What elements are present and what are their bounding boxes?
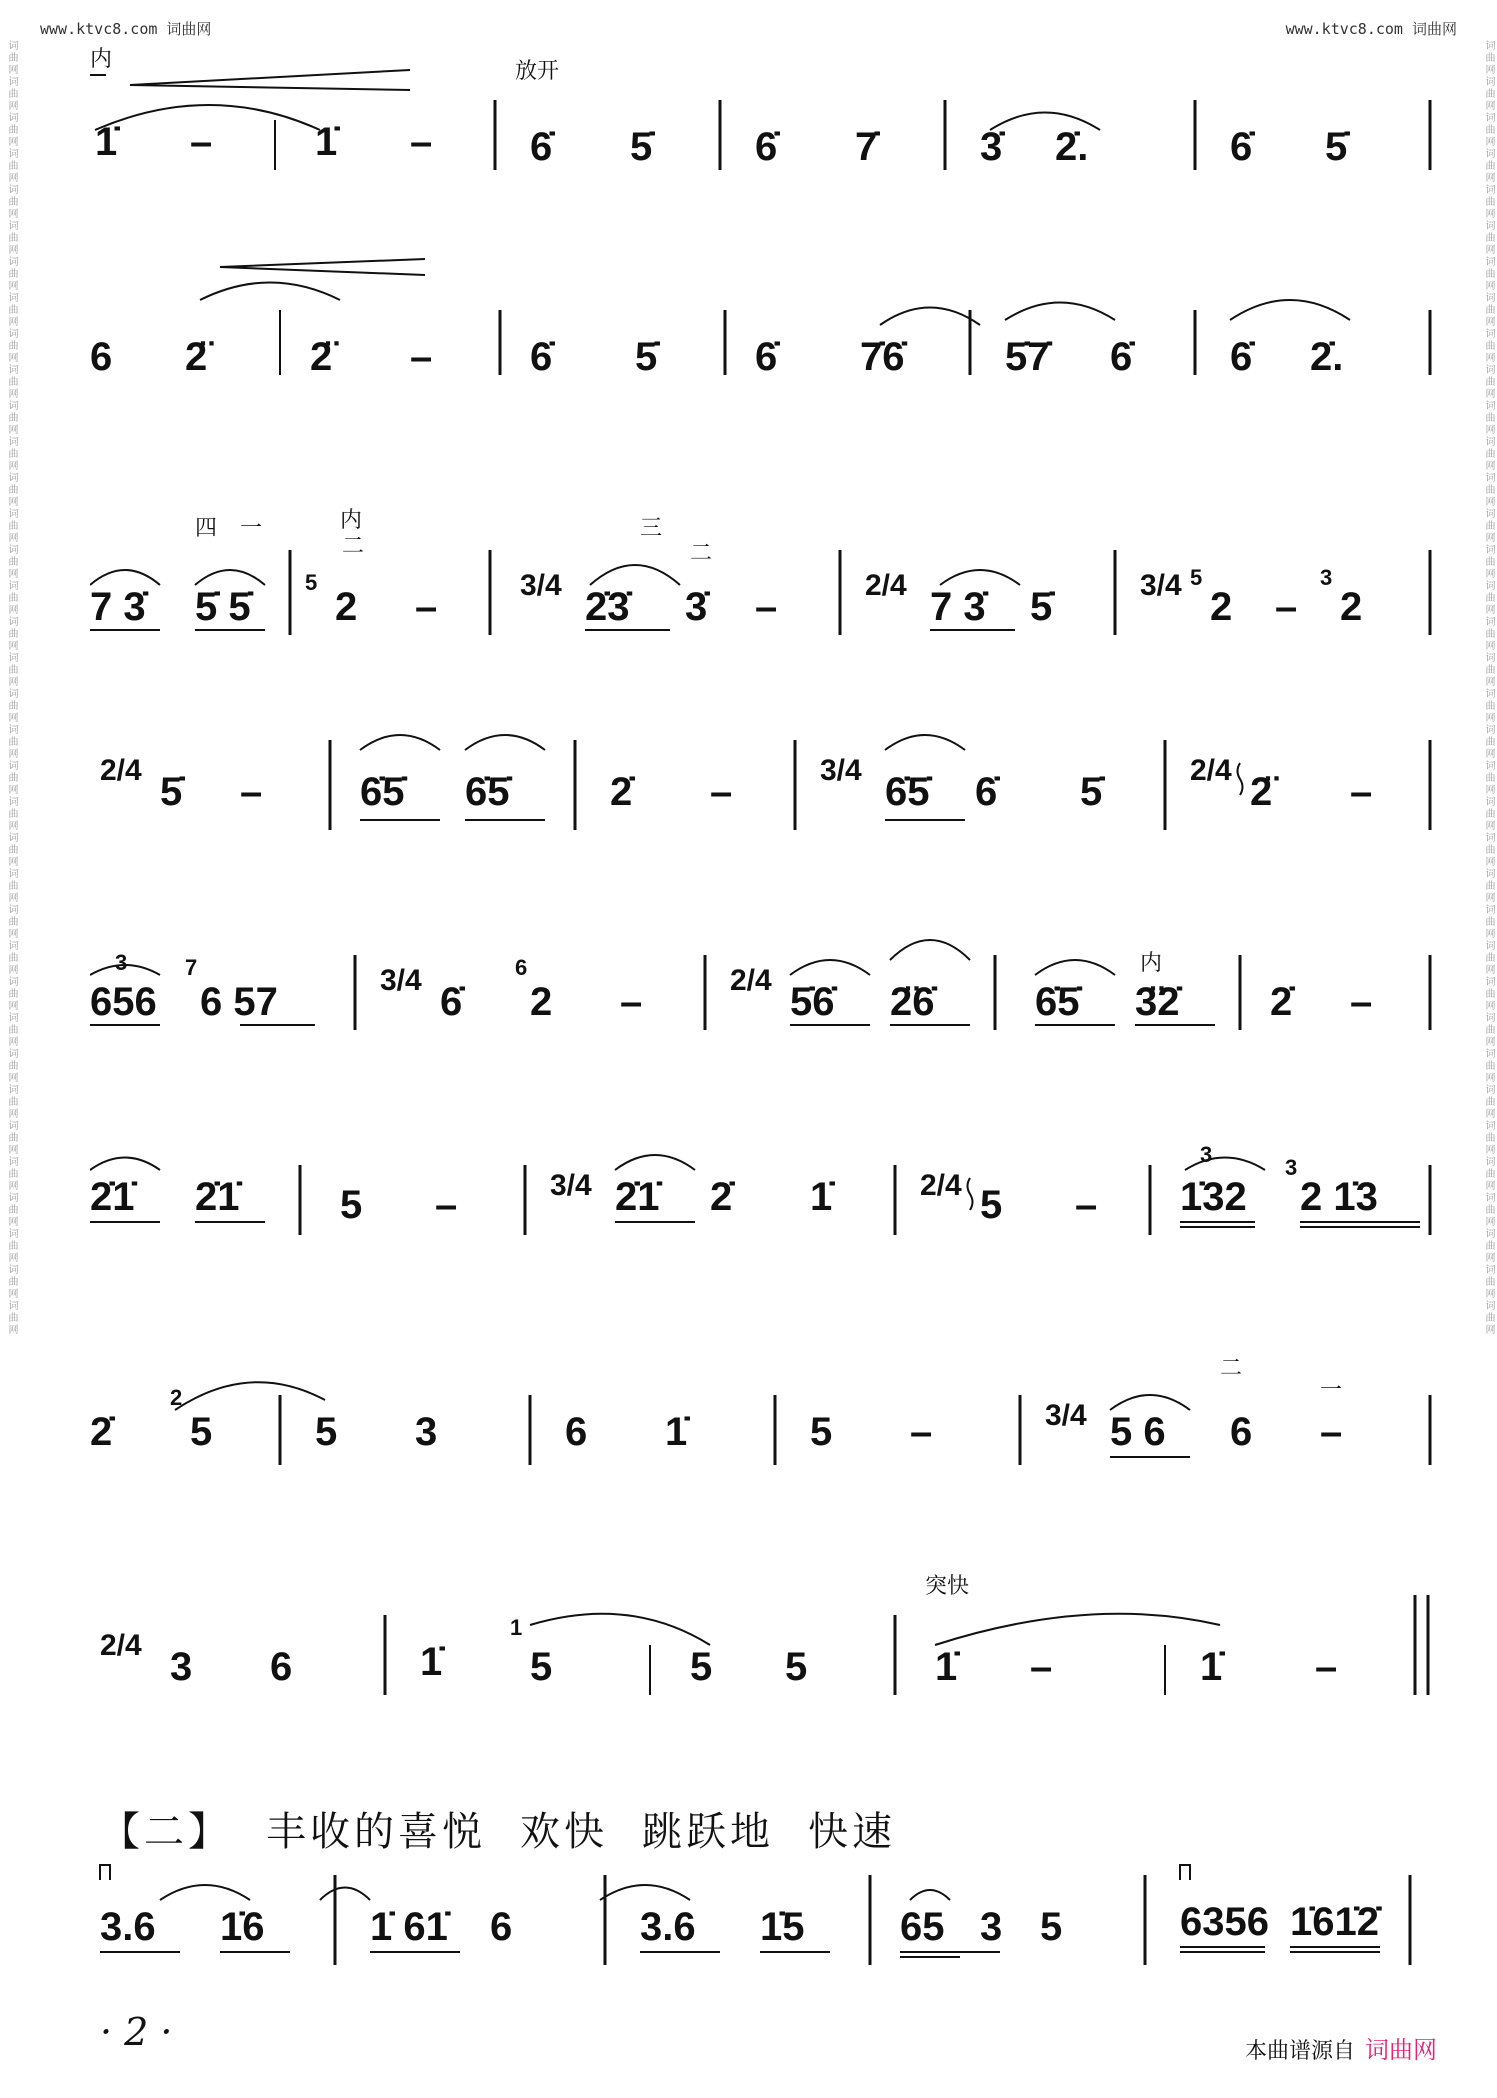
note: 5 xyxy=(810,1410,833,1454)
note: 6̇ xyxy=(755,125,778,169)
time-signature: 2/4 xyxy=(920,1169,962,1202)
annotation: 内 xyxy=(340,508,363,533)
slur xyxy=(880,308,980,326)
note: 5 xyxy=(1040,1905,1063,1949)
note: 2̇ xyxy=(1270,980,1293,1024)
note: 2 xyxy=(1340,585,1363,629)
staff-row-3 xyxy=(90,505,1435,635)
annotation-fangkai: 放开 xyxy=(515,59,560,84)
time-signature: 3/4 xyxy=(820,754,862,787)
note: 2̈6̇ xyxy=(890,980,935,1024)
note: 6356 xyxy=(1180,1900,1269,1944)
annotation-nei: 内 xyxy=(1140,951,1163,976)
note: 5̇ 5̇ xyxy=(195,585,251,629)
slur xyxy=(790,960,870,975)
slur xyxy=(1230,300,1350,320)
staff-row-1 xyxy=(90,40,1435,170)
slur xyxy=(600,1885,690,1900)
time-signature: 2/4 xyxy=(100,754,142,787)
note: 656 xyxy=(90,980,157,1024)
note: 1̇6 xyxy=(220,1905,265,1949)
time-signature: 2/4 xyxy=(865,569,907,602)
note: 6 xyxy=(490,1905,513,1949)
note: 5̇6̇ xyxy=(790,980,835,1024)
note: 2̇ xyxy=(90,1410,113,1454)
note: – xyxy=(240,770,263,814)
note: 2̈ xyxy=(310,335,333,375)
note: 2̇. xyxy=(1310,335,1344,375)
slur xyxy=(1185,1158,1265,1171)
note: 6̇5̇ xyxy=(465,770,510,814)
source-note xyxy=(1245,2030,1437,2065)
note: 5̇ xyxy=(1325,125,1348,169)
annotation: 一 xyxy=(1320,1378,1343,1403)
note: 6 xyxy=(90,335,113,375)
note: – xyxy=(1030,1645,1053,1689)
note: 3̇ xyxy=(685,585,708,629)
slur xyxy=(1110,1395,1190,1410)
note: 3.6 xyxy=(640,1905,696,1949)
watermark-left: www.ktvc8.com 词曲网 xyxy=(40,20,212,38)
note: – xyxy=(1315,1645,1338,1689)
staff-row-9 xyxy=(90,1855,1435,1985)
note: 6̇ xyxy=(1110,335,1133,375)
note: 6 xyxy=(1230,1410,1253,1454)
watermark-right: www.ktvc8.com 词曲网 xyxy=(1285,20,1457,38)
annotation: 二 xyxy=(342,534,365,559)
time-signature: 3/4 xyxy=(520,569,562,602)
note: – xyxy=(910,1410,933,1454)
note: – xyxy=(415,585,438,629)
note: – xyxy=(1350,770,1373,814)
note: 6̇ xyxy=(755,335,778,375)
annotation: 四 xyxy=(195,516,218,541)
crescendo-hairpin xyxy=(220,259,425,275)
annotation-tukuai: 突快 xyxy=(925,1574,970,1599)
annotation: 二 xyxy=(1220,1356,1243,1381)
note: 65 xyxy=(900,1905,945,1949)
slur xyxy=(320,1888,370,1901)
slur xyxy=(910,1890,950,1900)
note: 2 1̇3 xyxy=(1300,1175,1378,1219)
slur xyxy=(90,570,160,585)
note: 5̇ xyxy=(1080,770,1103,814)
note: – xyxy=(410,335,433,375)
note: 5 xyxy=(190,1410,213,1454)
note: 1̇32 xyxy=(1180,1175,1247,1219)
section-marker: 【二】 xyxy=(100,1809,232,1855)
time-signature: 2/4 xyxy=(100,1629,142,1662)
note: 6̇ xyxy=(1230,125,1253,169)
slur xyxy=(590,565,680,585)
slur xyxy=(1035,960,1115,975)
note: – xyxy=(190,120,213,164)
staff-row-7 xyxy=(90,1345,1435,1475)
note: 5 xyxy=(785,1645,808,1689)
section-word: 欢快 xyxy=(520,1809,608,1855)
grace-note: 1 xyxy=(510,1615,523,1640)
note: 3 xyxy=(980,1905,1003,1949)
note: 2̇1̇ xyxy=(195,1175,240,1219)
note: 5̇ xyxy=(1030,585,1053,629)
annotation: 三 xyxy=(640,516,663,541)
note: 1̇61̇2̇ xyxy=(1290,1900,1379,1944)
note: 6 xyxy=(565,1410,588,1454)
note: 2̇ xyxy=(610,770,633,814)
note: 6̇5̇ xyxy=(1035,980,1080,1024)
note: 2̈ xyxy=(185,335,208,375)
note: 7 3̇ xyxy=(90,585,146,629)
note: 1̇ xyxy=(665,1410,688,1454)
note: 2̇1̇ xyxy=(615,1175,660,1219)
time-signature: 2/4 xyxy=(1190,754,1232,787)
note: 7̇6̇ xyxy=(860,335,905,375)
time-signature: 3/4 xyxy=(550,1169,592,1202)
slur xyxy=(90,1158,160,1171)
slur xyxy=(195,570,265,585)
grace-note: 7 xyxy=(185,955,198,980)
grace-note: 6 xyxy=(515,955,528,980)
tuplet-mark: 3 xyxy=(115,950,128,975)
note: 6̇5̇ xyxy=(885,770,930,814)
note: 6 57 xyxy=(200,980,278,1024)
slur xyxy=(940,570,1020,585)
grace-note: 2 xyxy=(170,1385,183,1410)
section-heading xyxy=(100,1800,930,1857)
note: 7 3̇ xyxy=(930,585,986,629)
note: 6̇ xyxy=(440,980,463,1024)
note: 5 xyxy=(980,1183,1003,1227)
slur xyxy=(465,735,545,750)
note: 2 xyxy=(530,980,553,1024)
note: – xyxy=(710,770,733,814)
note: 2̇ xyxy=(710,1175,733,1219)
note: 6̇ xyxy=(530,125,553,169)
note: 5 xyxy=(690,1645,713,1689)
note: 5 6 xyxy=(1110,1410,1166,1454)
section-word: 跳跃地 xyxy=(642,1809,774,1855)
note: 1̇ xyxy=(95,120,118,164)
note: 3̈2̇ xyxy=(1135,980,1180,1024)
annotation-nei: 内 xyxy=(90,47,113,72)
source-label: 本曲谱源自 xyxy=(1244,2039,1355,2064)
slur xyxy=(530,1614,710,1645)
note: 1̇ xyxy=(810,1175,833,1219)
note: – xyxy=(1275,585,1298,629)
slur xyxy=(175,1382,325,1410)
staff-row-4 xyxy=(90,700,1435,830)
note: 6̇ xyxy=(1230,335,1253,375)
staff-row-2 xyxy=(90,245,1435,375)
section-word: 丰收的喜悦 xyxy=(266,1809,486,1855)
note: 5 xyxy=(340,1183,363,1227)
note: – xyxy=(755,585,778,629)
annotation: 一 xyxy=(240,516,263,541)
slur xyxy=(890,940,970,960)
note: 3.6 xyxy=(100,1905,156,1949)
slur xyxy=(160,1885,250,1900)
note: – xyxy=(435,1183,458,1227)
note: 3̇ xyxy=(980,125,1003,169)
note: 5 xyxy=(530,1645,553,1689)
grace-note: 5 xyxy=(305,570,318,595)
annotation: 二 xyxy=(690,541,713,566)
note: 6 xyxy=(270,1645,293,1689)
note: 1̇ xyxy=(935,1645,958,1689)
grace-note: 3 xyxy=(1320,565,1333,590)
side-watermark-right: 词曲网词曲网词曲网词曲网词曲网词曲网词曲网词曲网词曲网词曲网词曲网词曲网词曲网词曲网词曲网词曲网词曲网词曲网词曲网词曲网词曲网词曲网词曲网词曲网词曲网词曲网词曲网词曲网词曲网词曲网词曲网词曲网词曲网词曲网词曲网词曲网 xyxy=(1483,40,1494,1336)
glissando-mark xyxy=(968,1178,973,1210)
slur xyxy=(360,735,440,750)
slur xyxy=(200,283,340,301)
note: 1̇ xyxy=(1200,1645,1223,1689)
side-watermark-left: 词曲网词曲网词曲网词曲网词曲网词曲网词曲网词曲网词曲网词曲网词曲网词曲网词曲网词曲网词曲网词曲网词曲网词曲网词曲网词曲网词曲网词曲网词曲网词曲网词曲网词曲网词曲网词曲网词曲网词曲网词曲网词曲网词曲网词曲网词曲网词曲网 xyxy=(6,40,17,1336)
note: – xyxy=(1350,980,1373,1024)
note: 2 xyxy=(335,585,358,629)
slur xyxy=(885,735,965,750)
bow-mark xyxy=(1180,1865,1190,1880)
note: 2̇3̇ xyxy=(585,585,630,629)
time-signature: 3/4 xyxy=(380,964,422,997)
slur xyxy=(615,1155,695,1170)
staff-row-6 xyxy=(90,1110,1435,1240)
note: 5̇ xyxy=(630,125,653,169)
note: 3 xyxy=(170,1645,193,1689)
time-signature: 3/4 xyxy=(1140,569,1182,602)
grace-note: 5 xyxy=(1190,565,1203,590)
glissando-mark xyxy=(1238,763,1243,795)
page-number: · 2 · xyxy=(100,2010,173,2054)
note: – xyxy=(1320,1410,1343,1454)
note: 2 xyxy=(1210,585,1233,629)
note: 5̇ xyxy=(160,770,183,814)
note: 6̇5̇ xyxy=(360,770,405,814)
section-word: 快速 xyxy=(808,1809,896,1855)
slur xyxy=(1005,303,1115,321)
note: 1̇5 xyxy=(760,1905,805,1949)
note: 3 xyxy=(415,1410,438,1454)
grace-note: 3 xyxy=(1285,1155,1298,1180)
note: 2̇. xyxy=(1055,125,1089,169)
note: 7̇ xyxy=(855,125,878,169)
note: 5 xyxy=(315,1410,338,1454)
note: – xyxy=(620,980,643,1024)
time-signature: 2/4 xyxy=(730,964,772,997)
note: – xyxy=(1075,1183,1098,1227)
note: 5̇7̇ xyxy=(1005,335,1050,375)
crescendo-hairpin xyxy=(130,70,410,90)
tuplet-mark: 3 xyxy=(1200,1142,1213,1167)
note: 2̈ xyxy=(1250,770,1273,814)
slur xyxy=(935,1614,1220,1645)
staff-row-5 xyxy=(90,900,1435,1030)
note: 2̇1̇ xyxy=(90,1175,135,1219)
bow-mark xyxy=(100,1865,110,1880)
source-brand-link[interactable]: 词曲网 xyxy=(1365,2036,1437,2064)
note: 6̇ xyxy=(530,335,553,375)
note: 1̇ xyxy=(315,120,338,164)
time-signature: 3/4 xyxy=(1045,1399,1087,1432)
note: 1̇ 61̇ xyxy=(370,1905,448,1949)
note: 1̇ xyxy=(420,1640,443,1684)
note: – xyxy=(410,120,433,164)
note: 6̇ xyxy=(975,770,998,814)
note: 5̇ xyxy=(635,335,658,375)
staff-row-8 xyxy=(90,1565,1435,1695)
